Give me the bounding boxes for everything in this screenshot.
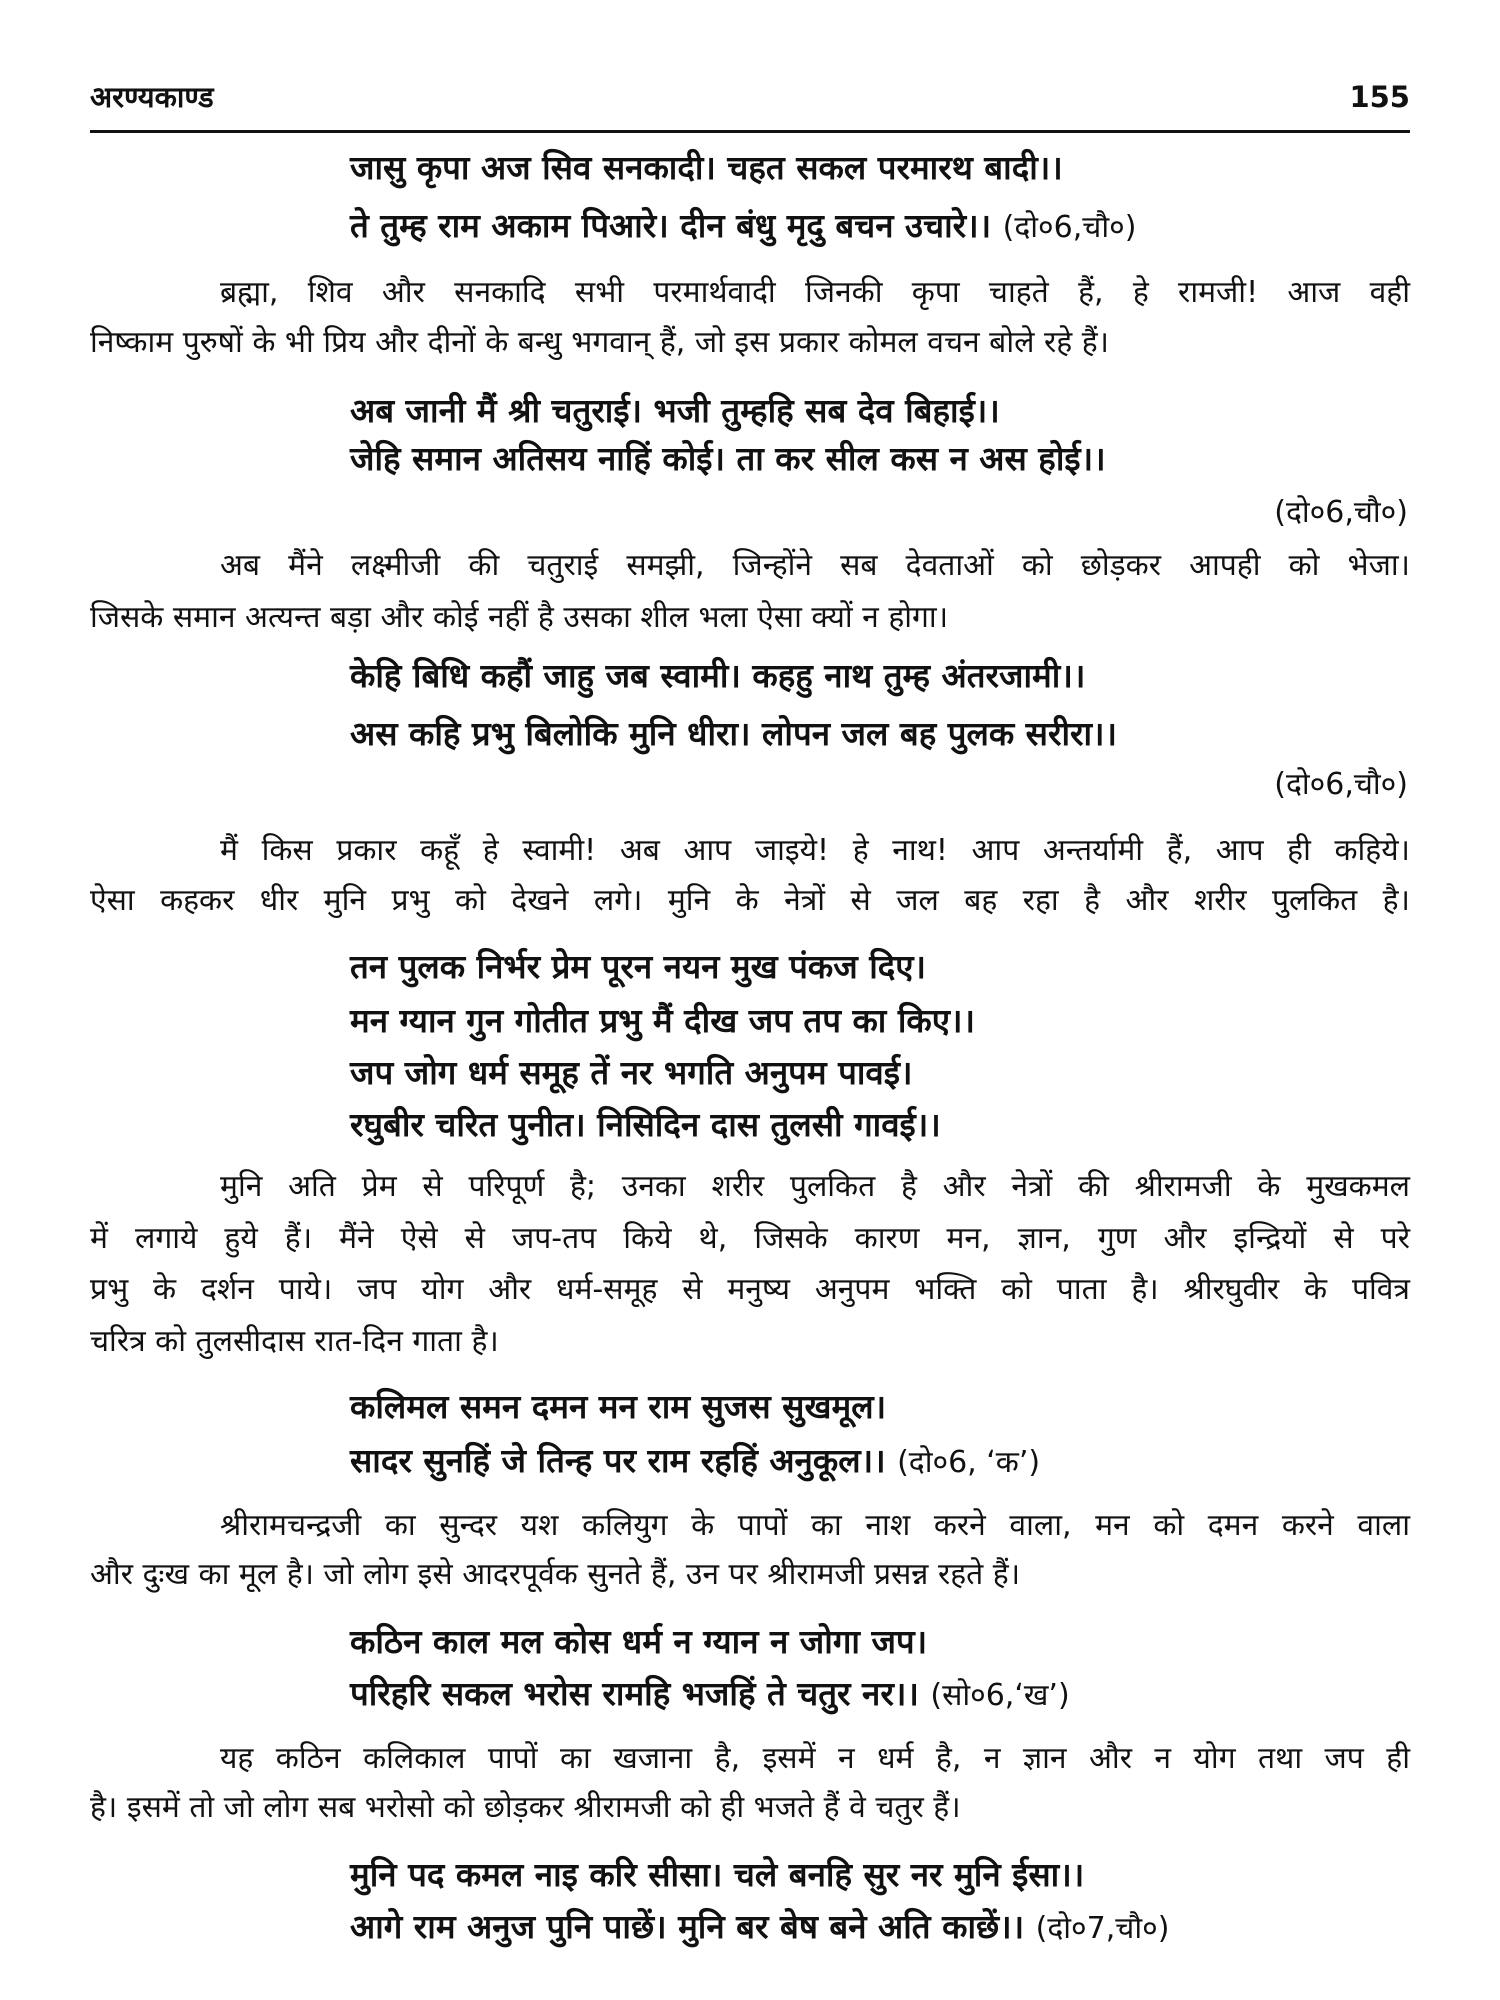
verse-line: तन पुलक निर्भर प्रेम पूरन नयन मुख पंकज दिए। [350,947,927,986]
paragraph-line: अब मैंने लक्ष्मीजी की चतुराई समझी, जिन्होंने सब देवताओं को छोड़कर आपही को भेजा। [220,548,1410,583]
paragraph-line: ब्रह्मा, शिव और सनकादि सभी परमार्थवादी जिनकी कृपा चाहते हैं, हे रामजी! आज वही [220,275,1410,310]
verse-reference: (दो०6,चौ०) [1002,210,1137,245]
verse-line: जप जोग धर्म समूह तें नर भगति अनुपम पावई। [350,1053,913,1092]
verse-text: परिहरि सकल भरोस रामहि भजहिं ते चतुर नर।। [350,1674,919,1713]
verse-line [350,1439,1040,1483]
verse-line: कठिन काल मल कोस धर्म न ग्यान न जोगा जप। [350,1622,928,1661]
verse-line: अस कहि प्रभु बिलोकि मुनि धीरा। लोपन जल बह पुलक सरीरा।। [350,714,1118,753]
verse-line: जासु कृपा अज सिव सनकादी। चहत सकल परमारथ बादी।। [350,148,1063,187]
chapter-title: अरण्यकाण्ड [90,80,214,114]
paragraph-line: में लगाये हुये हैं। मैंने ऐसे से जप-तप किये थे, जिसके कारण मन, ज्ञान, गुण और इन्द्रियों से परे [90,1221,1410,1256]
verse-line: मुनि पद कमल नाइ करि सीसा। चले बनहि सुर नर मुनि ईसा।। [350,1855,1085,1894]
verse-line [350,204,1136,248]
paragraph-line: मुनि अति प्रेम से परिपूर्ण है; उनका शरीर पुलकित है और नेत्रों की श्रीरामजी के मुखकमल [220,1169,1410,1204]
verse-reference: (दो०6,चौ०) [1274,767,1408,802]
paragraph-line: ऐसा कहकर धीर मुनि प्रभु को देखने लगे। मुनि के नेत्रों से जल बह रहा है और शरीर पुलकित है। [90,883,1410,918]
verse-line: रघुबीर चरित पुनीत। निसिदिन दास तुलसी गावई।। [350,1105,941,1144]
verse-reference: (दो०7,चौ०) [1035,1911,1170,1946]
paragraph-line: है। इसमें तो जो लोग सब भरोसो को छोड़कर श्रीरामजी को ही भजते हैं वे चतुर हैं। [90,1790,961,1825]
verse-line: जेहि समान अतिसय नाहिं कोई। ता कर सील कस न अस होई।। [350,439,1106,478]
paragraph-line: चरित्र को तुलसीदास रात-दिन गाता है। [90,1324,499,1359]
paragraph-line: प्रभु के दर्शन पाये। जप योग और धर्म-समूह से मनुष्य अनुपम भक्ति को पाता है। श्रीरघुवीर के पवित्र [90,1272,1410,1307]
page-number: 155 [1349,80,1410,114]
verse-reference: (दो०6, ‘क’) [897,1445,1041,1480]
verse-text: सादर सुनहिं जे तिन्ह पर राम रहहिं अनुकूल।। [350,1441,886,1480]
verse-reference: (सो०6,‘ख’) [930,1678,1070,1713]
header-rule [90,130,1410,133]
paragraph-line: श्रीरामचन्द्रजी का सुन्दर यश कलियुग के पापों का नाश करने वाला, मन को दमन करने वाला [220,1508,1410,1543]
paragraph-line: यह कठिन कलिकाल पापों का खजाना है, इसमें न धर्म है, न ज्ञान और न योग तथा जप ही [220,1741,1410,1776]
verse-line [350,1905,1169,1949]
verse-line: केहि बिधि कहौं जाहु जब स्वामी। कहहु नाथ तुम्ह अंतरजामी।। [350,656,1086,695]
paragraph-line: जिसके समान अत्यन्त बड़ा और कोई नहीं है उसका शील भला ऐसा क्यों न होगा। [90,600,949,635]
paragraph-line: मैं किस प्रकार कहूँ हे स्वामी! अब आप जाइये! हे नाथ! आप अन्तर्यामी हैं, आप ही कहिये। [220,833,1410,868]
verse-line: कलिमल समन दमन मन राम सुजस सुखमूल। [350,1387,887,1426]
verse-line [350,1672,1070,1716]
verse-text: ते तुम्ह राम अकाम पिआरे। दीन बंधु मृदु बचन उचारे।। [350,206,992,245]
paragraph-line: निष्काम पुरुषों के भी प्रिय और दीनों के बन्धु भगवान् हैं, जो इस प्रकार कोमल वचन बोले रहे हैं। [90,325,1109,360]
paragraph-line: और दुःख का मूल है। जो लोग इसे आदरपूर्वक सुनते हैं, उन पर श्रीरामजी प्रसन्न रहते हैं। [90,1557,1021,1592]
verse-text: आगे राम अनुज पुनि पाछें। मुनि बर बेष बने अति काछें।। [350,1907,1025,1946]
verse-line: अब जानी मैं श्री चतुराई। भजी तुम्हहि सब देव बिहाई।। [350,391,1000,430]
verse-reference: (दो०6,चौ०) [1274,495,1408,530]
verse-line: मन ग्यान गुन गोतीत प्रभु मैं दीख जप तप का किए।। [350,1001,976,1040]
